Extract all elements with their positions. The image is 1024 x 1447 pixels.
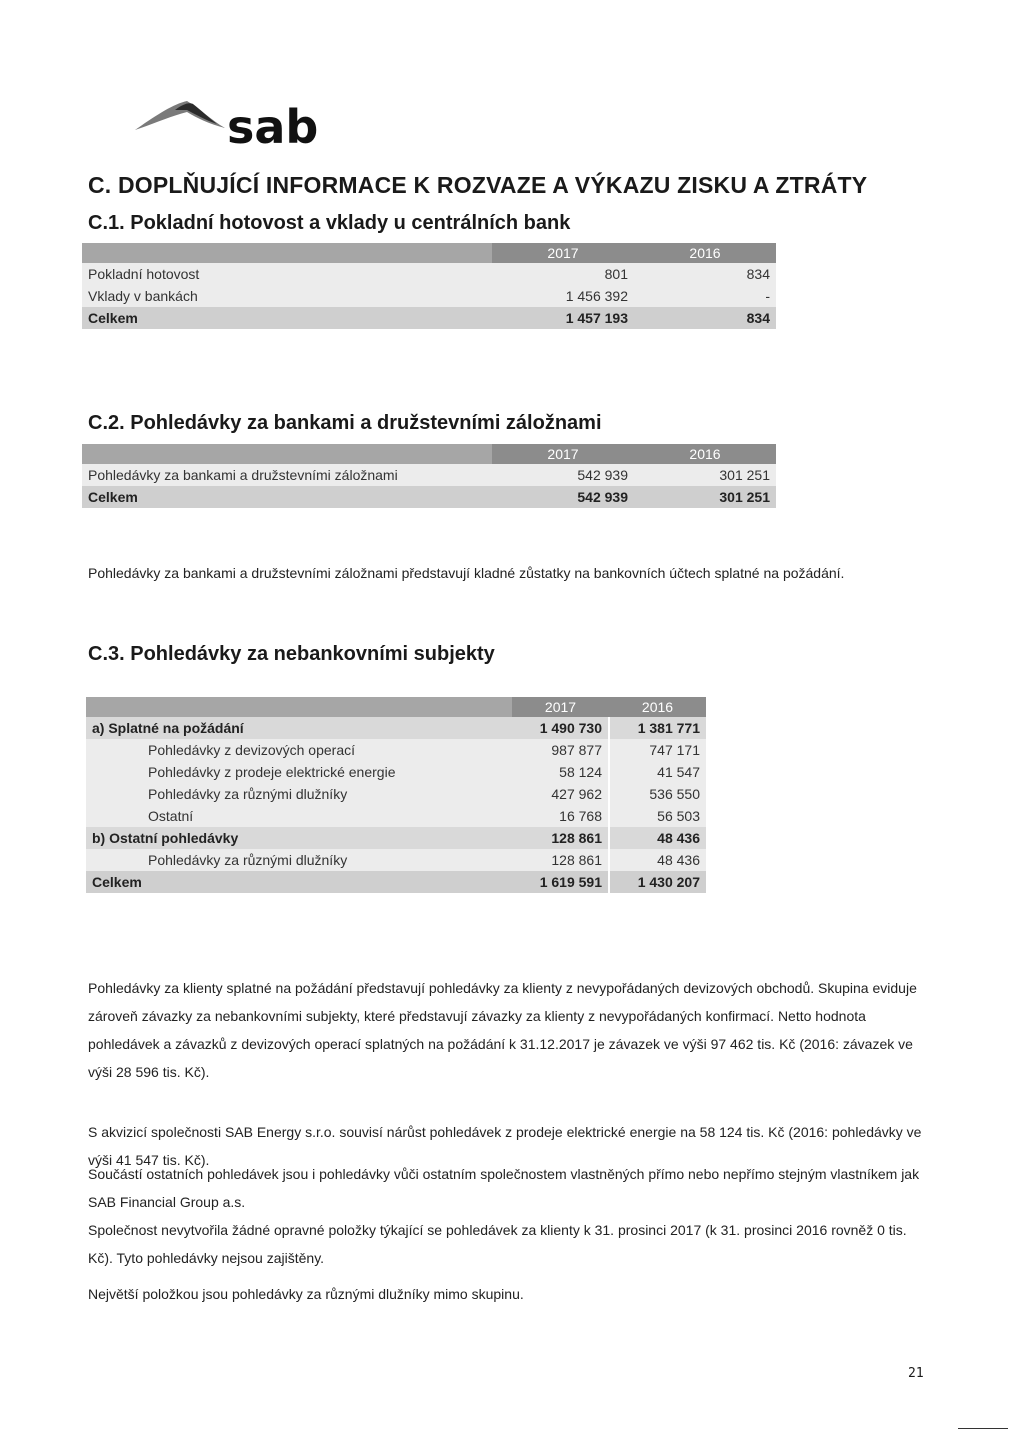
total-value-2017: 542 939 (492, 486, 634, 508)
row-value-2016: 48 436 (609, 849, 706, 871)
row-value-2017: 128 861 (512, 849, 609, 871)
table-c2-header-2016: 2016 (634, 444, 776, 464)
row-value-2017: 987 877 (512, 739, 609, 761)
group-b-value-2017: 128 861 (512, 827, 609, 849)
row-value-2016: - (634, 285, 776, 307)
row-value-2017: 427 962 (512, 783, 609, 805)
paragraph-5: Největší položkou jsou pohledávky za různými dlužníky mimo skupinu. (88, 1286, 524, 1302)
row-label: Pokladní hotovost (82, 263, 492, 285)
table-total-row (86, 871, 706, 893)
group-b-value-2016: 48 436 (609, 827, 706, 849)
row-value-2017: 58 124 (512, 761, 609, 783)
company-logo (135, 98, 319, 158)
table-c2-header-blank (82, 444, 492, 464)
paragraph-2: S akvizicí společnosti SAB Energy s.r.o. souvisí nárůst pohledávek z prodeje elektrické energie na 58 124 tis. Kč (2016: pohledávky ve výši 41 547 tis. Kč). (88, 1124, 922, 1168)
logo-mark-icon (135, 98, 227, 132)
total-value-2016: 834 (634, 307, 776, 329)
table-row (86, 783, 706, 805)
table-row (86, 805, 706, 827)
row-value-2016: 41 547 (609, 761, 706, 783)
section-c2-note: Pohledávky za bankami a družstevními záložnami představují kladné zůstatky na bankovních účtech splatné na požádání. (88, 565, 845, 581)
row-value-2016: 301 251 (634, 464, 776, 486)
table-row (86, 739, 706, 761)
row-label: Pohledávky za různými dlužníky (86, 783, 512, 805)
table-row (86, 849, 706, 871)
table-c1-header-2016: 2016 (634, 243, 776, 263)
row-label: Ostatní (86, 805, 512, 827)
group-a-label: a) Splatné na požádání (86, 717, 512, 739)
section-c2-title: C.2. Pohledávky za bankami a družstevními záložnami (88, 412, 602, 434)
total-value-2017: 1 619 591 (512, 871, 609, 893)
row-value-2016: 747 171 (609, 739, 706, 761)
table-c3-header-2016: 2016 (609, 697, 706, 717)
total-value-2016: 301 251 (634, 486, 776, 508)
table-total-row (82, 486, 776, 508)
table-row (82, 464, 776, 486)
row-value-2016: 56 503 (609, 805, 706, 827)
row-value-2016: 834 (634, 263, 776, 285)
total-label: Celkem (82, 307, 492, 329)
table-c2 (82, 444, 776, 508)
row-value-2017: 801 (492, 263, 634, 285)
total-value-2016: 1 430 207 (609, 871, 706, 893)
table-group-row (86, 827, 706, 849)
paragraph-1: Pohledávky za klienty splatné na požádání představují pohledávky za klienty z nevypořádaných devizových obchodů. Skupina eviduje zároveň závazky za nebankovními subjekty, které představují závazky za klienty z nevypořádaných konfirmací. Netto hodnota pohledávek a závazků z devizových operací splatných na požádání k 31.12.2017 je závazek ve výši 97 462 tis. Kč (2016: závazek ve výši 28 596 tis. Kč). (88, 980, 917, 1080)
page-heading: C. DOPLŇUJÍCÍ INFORMACE K ROZVAZE A VÝKAZU ZISKU A ZTRÁTY (88, 172, 868, 198)
table-total-row (82, 307, 776, 329)
table-c1-header-blank (82, 243, 492, 263)
row-value-2016: 536 550 (609, 783, 706, 805)
group-a-value-2017: 1 490 730 (512, 717, 609, 739)
row-label: Pohledávky z devizových operací (86, 739, 512, 761)
table-row (82, 285, 776, 307)
row-label: Pohledávky za bankami a družstevními záložnami (82, 464, 492, 486)
table-c3-header-2017: 2017 (512, 697, 609, 717)
group-a-value-2016: 1 381 771 (609, 717, 706, 739)
table-c3-header-blank (86, 697, 512, 717)
row-label: Pohledávky za různými dlužníky (86, 849, 512, 871)
paragraph-3: Součástí ostatních pohledávek jsou i pohledávky vůči ostatním společnostem vlastněných přímo nebo nepřímo stejným vlastníkem jak SAB Financial Group a.s. (88, 1166, 920, 1210)
table-row (82, 263, 776, 285)
total-value-2017: 1 457 193 (492, 307, 634, 329)
logo-text: sab (227, 100, 319, 154)
group-b-label: b) Ostatní pohledávky (86, 827, 512, 849)
row-value-2017: 542 939 (492, 464, 634, 486)
row-value-2017: 1 456 392 (492, 285, 634, 307)
section-c1-title: C.1. Pokladní hotovost a vklady u centrálních bank (88, 212, 571, 234)
table-c1-header-2017: 2017 (492, 243, 634, 263)
table-c1 (82, 243, 776, 329)
table-c2-header-2017: 2017 (492, 444, 634, 464)
page-number: 21 (908, 1366, 924, 1381)
row-value-2017: 16 768 (512, 805, 609, 827)
row-label: Vklady v bankách (82, 285, 492, 307)
table-group-row (86, 717, 706, 739)
table-row (86, 761, 706, 783)
total-label: Celkem (82, 486, 492, 508)
total-label: Celkem (86, 871, 512, 893)
table-c3 (86, 697, 706, 893)
footer-rule (958, 1428, 1008, 1429)
paragraph-4: Společnost nevytvořila žádné opravné položky týkající se pohledávek za klienty k 31. prosinci 2017 (k 31. prosinci 2016 rovněž 0 tis. Kč). Tyto pohledávky nejsou zajištěny. (88, 1222, 907, 1266)
row-label: Pohledávky z prodeje elektrické energie (86, 761, 512, 783)
section-c3-title: C.3. Pohledávky za nebankovními subjekty (88, 643, 495, 665)
